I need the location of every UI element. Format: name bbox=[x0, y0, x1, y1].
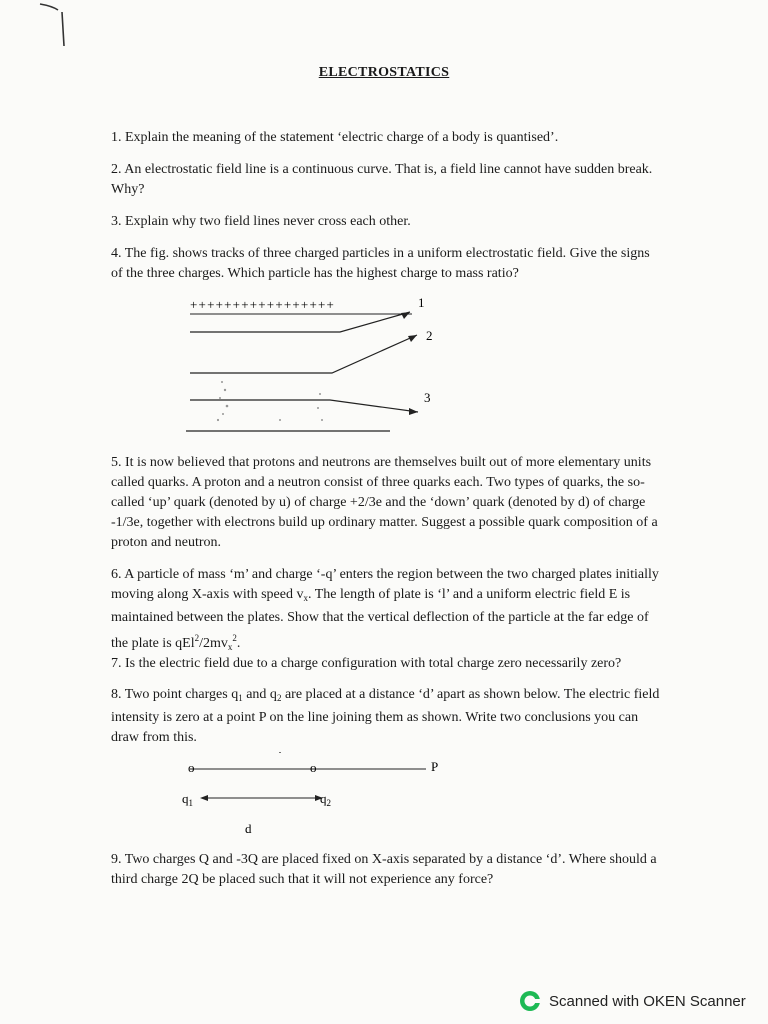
track-1-arrow bbox=[401, 312, 410, 319]
track-2-arrow bbox=[408, 335, 417, 342]
point-charges-figure bbox=[180, 752, 460, 842]
track-3-label: 3 bbox=[424, 390, 431, 405]
distance-arrow-left-head bbox=[200, 795, 208, 801]
pen-mark bbox=[0, 0, 80, 60]
track-1 bbox=[190, 312, 410, 332]
question-6: 6. A particle of mass ‘m’ and charge ‘-q’ enters the region between the two charged plates initially moving along X-axis with speed $v_x$. The length of plate is ‘l’ and a uniform electric field E is maintained between the plates. Show that the vertical deflection of the particle at the far edge of the plate is $qEl^2/2mv_x^2$. bbox=[111, 567, 659, 652]
question-5: 5. It is now believed that protons and neutrons are themselves built out of more elementary units called quarks. A proton and a neutron consist of three quarks each. Two types of quarks, the so-called ‘up’ quark (denoted by u) of charge +2/3e and the ‘down’ quark (denoted by d) of charge -1/3e, together with electrons build up ordinary matter. Suggest a possible quark composition of a proton and neutron. bbox=[111, 455, 658, 550]
track-3 bbox=[190, 400, 418, 412]
track-3-arrow bbox=[409, 408, 418, 415]
q2-label: $q_2$ bbox=[320, 791, 331, 808]
page-title: ELECTROSTATICS bbox=[318, 65, 450, 80]
oken-scanner-logo-icon bbox=[519, 990, 541, 1012]
track-2-label: 2 bbox=[426, 328, 433, 343]
question-1: 1. Explain the meaning of the statement ‘electric charge of a body is quantised’. bbox=[111, 130, 559, 145]
track-1-label: 1 bbox=[418, 295, 425, 310]
q1-label: $q_1$ bbox=[182, 791, 193, 808]
positive-plate-charges: +++++++++++++++++ bbox=[190, 297, 336, 312]
question-2: 2. An electrostatic field line is a continuous curve. That is, a field line cannot have sudden break. Why? bbox=[111, 162, 653, 197]
track-2 bbox=[190, 335, 417, 373]
scan-speckles bbox=[217, 381, 323, 421]
question-7: 7. Is the electric field due to a charge configuration with total charge zero necessarily zero? bbox=[111, 656, 622, 671]
question-3: 3. Explain why two field lines never cross each other. bbox=[111, 214, 411, 229]
scanner-text: Scanned with OKEN Scanner bbox=[549, 992, 746, 1010]
particle-tracks-figure bbox=[180, 290, 460, 450]
distance-label: d bbox=[245, 821, 252, 836]
scanner-watermark bbox=[519, 990, 746, 1012]
point-p-label: P bbox=[431, 759, 439, 774]
question-8: 8. Two point charges $q_1$ and $q_2$ are placed at a distance ‘d’ apart as shown below. The electric field intensity is zero at a point P on the line joining them as shown. Write two conclusions you can draw from this. bbox=[111, 687, 660, 745]
question-9: 9. Two charges Q and -3Q are placed fixed on X-axis separated by a distance ‘d’. Where should a third charge 2Q be placed such that it will not experience any force? bbox=[111, 852, 657, 887]
q1-marker: o bbox=[188, 760, 195, 775]
question-4: 4. The fig. shows tracks of three charged particles in a uniform electrostatic field. Give the signs of the three charges. Which particle has the highest charge to mass ratio? bbox=[111, 246, 650, 281]
q2-marker: o bbox=[310, 760, 317, 775]
